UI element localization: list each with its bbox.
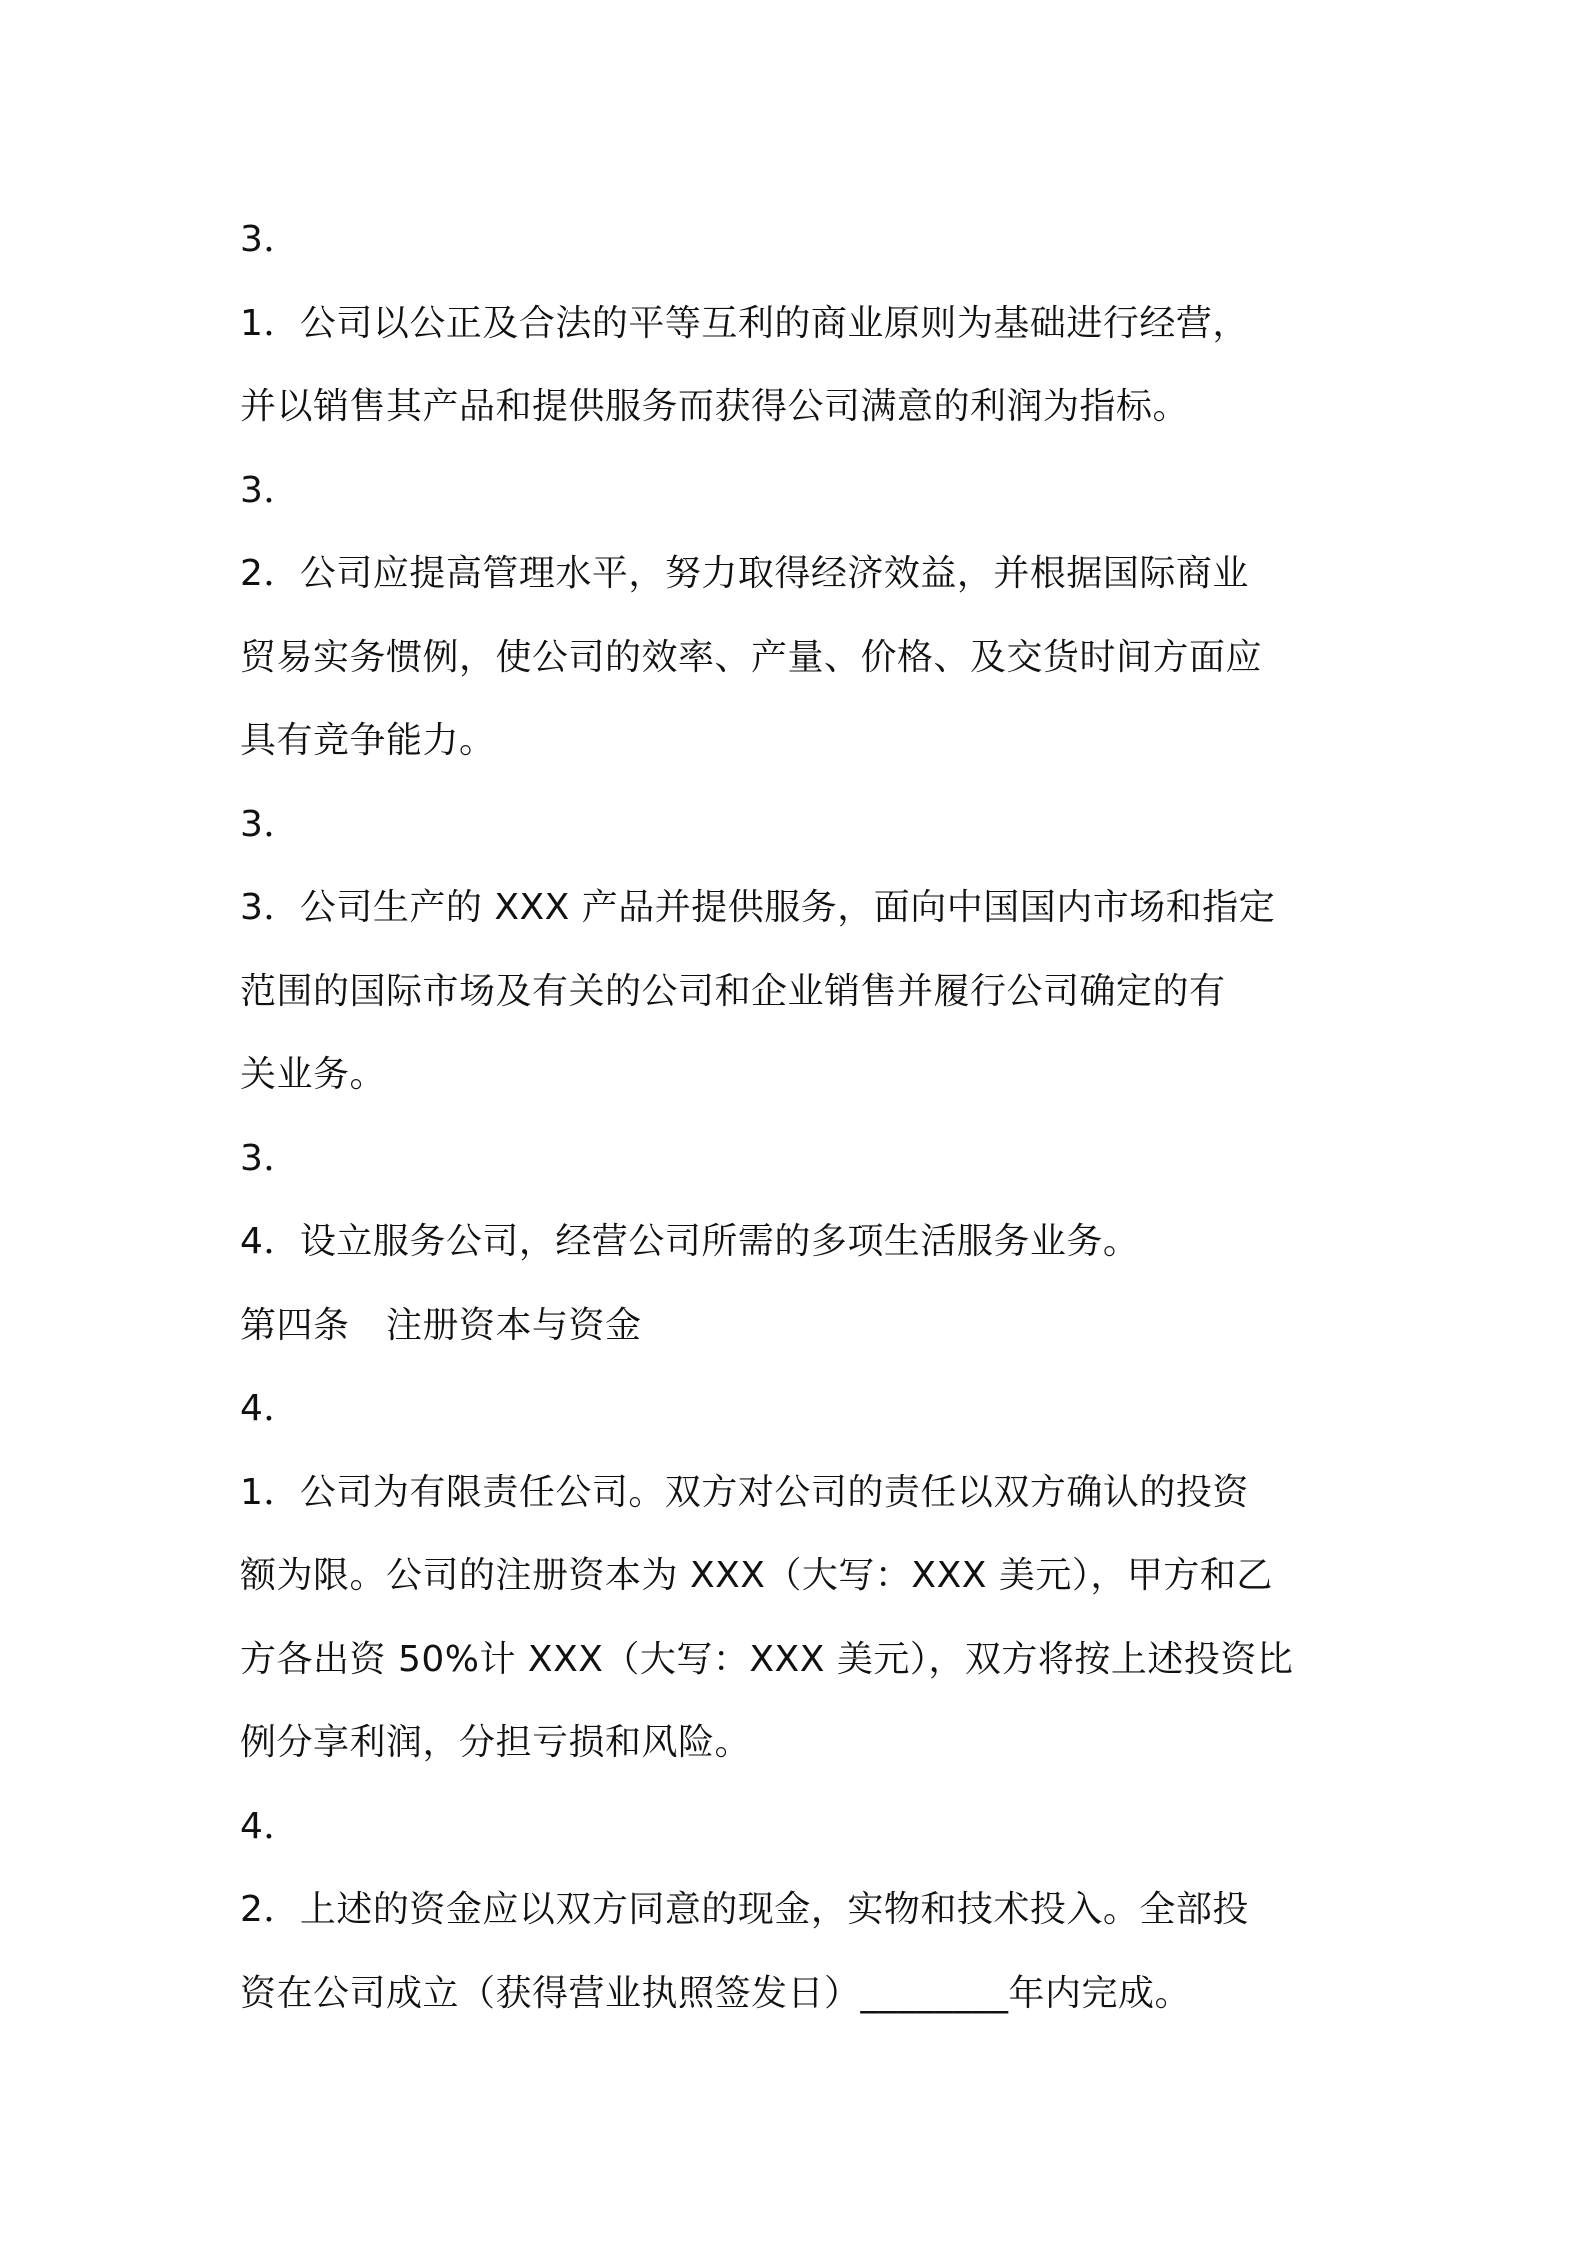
- paragraph-line: 具有竞争能力。: [240, 720, 496, 761]
- paragraph-line: 方各出资 50%计 XXX（大写：XXX 美元），双方将按上述投资比: [240, 1638, 1294, 1680]
- clause-number: 3．: [240, 1137, 300, 1179]
- clause-number: 4．: [240, 1805, 300, 1847]
- paragraph-line: 例分享利润，分担亏损和风险。: [240, 1722, 752, 1763]
- document-page: [240, 198, 1360, 2035]
- clause-number: 3．: [240, 803, 300, 845]
- paragraph-line: 2．公司应提高管理水平，努力取得经济效益，并根据国际商业: [240, 553, 1249, 594]
- paragraph-line: 2．上述的资金应以双方同意的现金，实物和技术投入。全部投: [240, 1889, 1249, 1930]
- clause-number: 3．: [240, 219, 300, 260]
- paragraph-line: 资在公司成立（获得营业执照签发日）________年内完成。: [240, 1972, 1192, 2014]
- paragraph-line: 额为限。公司的注册资本为 XXX（大写：XXX 美元），甲方和乙: [240, 1555, 1273, 1596]
- paragraph-line: 贸易实务惯例，使公司的效率、产量、价格、及交货时间方面应: [240, 636, 1263, 678]
- clause-number: 3．: [240, 469, 300, 511]
- article-heading: 第四条 注册资本与资金: [240, 1304, 642, 1346]
- paragraph-line: 4．设立服务公司，经营公司所需的多项生活服务业务。: [240, 1221, 1140, 1262]
- paragraph-line: 1．公司以公正及合法的平等互利的商业原则为基础进行经营，: [240, 302, 1249, 344]
- paragraph-line: 关业务。: [240, 1054, 387, 1095]
- paragraph-line: 并以销售其产品和提供服务而获得公司满意的利润为指标。: [240, 386, 1190, 427]
- clause-number: 4．: [240, 1388, 300, 1429]
- paragraph-line: 3．公司生产的 XXX 产品并提供服务，面向中国国内市场和指定: [240, 887, 1276, 928]
- paragraph-line: 1．公司为有限责任公司。双方对公司的责任以双方确认的投资: [240, 1471, 1249, 1513]
- paragraph-line: 范围的国际市场及有关的公司和企业销售并履行公司确定的有: [240, 970, 1226, 1012]
